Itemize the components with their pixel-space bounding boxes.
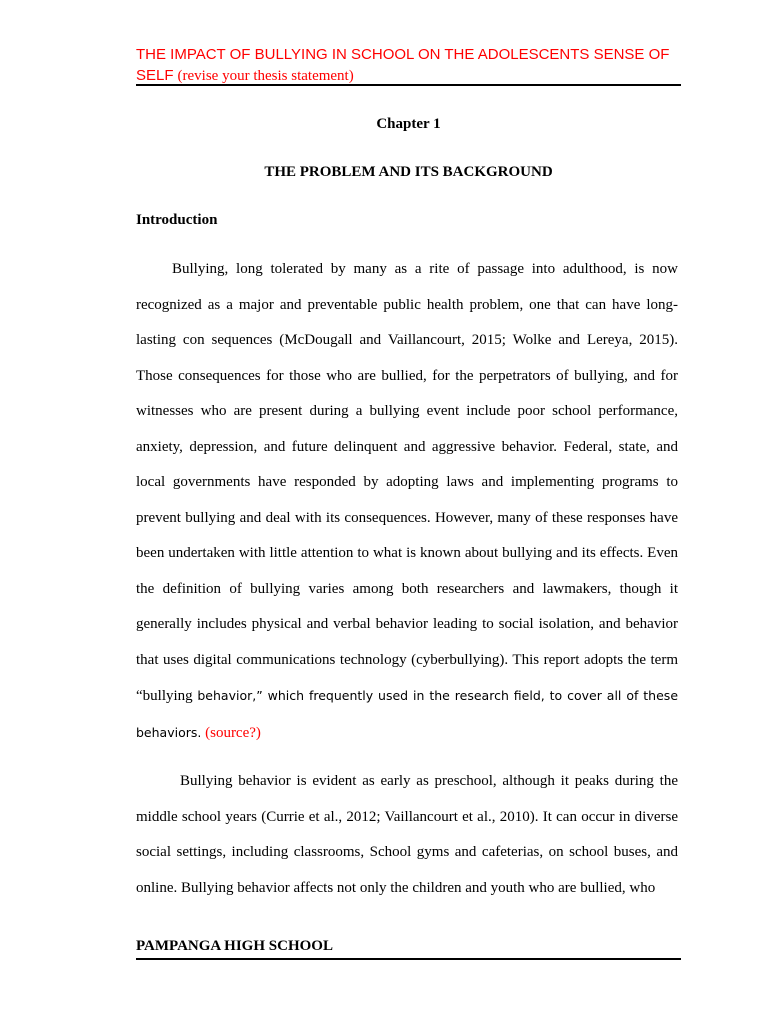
introduction-heading: Introduction — [136, 212, 218, 228]
page-footer: PAMPANGA HIGH SCHOOL — [136, 938, 333, 954]
page-header — [136, 44, 681, 86]
chapter-label: Chapter 1 — [376, 116, 441, 132]
chapter-title: THE PROBLEM AND ITS BACKGROUND — [264, 164, 553, 180]
revision-note: (revise your thesis statement) — [177, 68, 354, 84]
paragraph-1 — [136, 252, 678, 751]
thesis-title: THE IMPACT OF BULLYING IN SCHOOL ON THE ADOLESCENTS SENSE OF SELF — [136, 46, 670, 84]
paragraph-1-sans-text: behavior,” which frequently used in the research field, to cover all of these behaviors. — [136, 688, 679, 740]
paragraph-1-text: Bullying, long tolerated by many as a rite of passage into adulthood, is now recognized as a major and preventable public health problem, one that can have long-lasting con sequences (McDougall and Vaillancourt, 2015; Wolke and Lereya, 2015). Those consequences for those who are bullied, for the perpetrators of bullying, and for witnesses who are present during a bullying event include poor school performance, anxiety, depression, and future delinquent and aggressive behavior. Federal, state, and local governments have responded by adopting laws and implementing programs to prevent bullying and deal with its consequences. However, many of these responses have been undertaken with little attention to what is known about bullying and its effects. Even the definition of bullying varies among both researchers and lawmakers, though it generally includes physical and verbal behavior leading to social isolation, and behavior that uses digital communications technology (cyberbullying). This report adopts the term “bullying — [136, 261, 678, 704]
footer-divider — [136, 958, 681, 960]
paragraph-2: Bullying behavior is evident as early as preschool, although it peaks during the middle school years (Currie et al., 2012; Vaillancourt et al., 2010). It can occur in diverse social settings, including classrooms, School gyms and cafeterias, on school buses, and online. Bullying behavior affects not only the children and youth who are bullied, who — [136, 773, 678, 896]
source-note: (source?) — [205, 724, 261, 741]
header-divider — [136, 84, 681, 86]
